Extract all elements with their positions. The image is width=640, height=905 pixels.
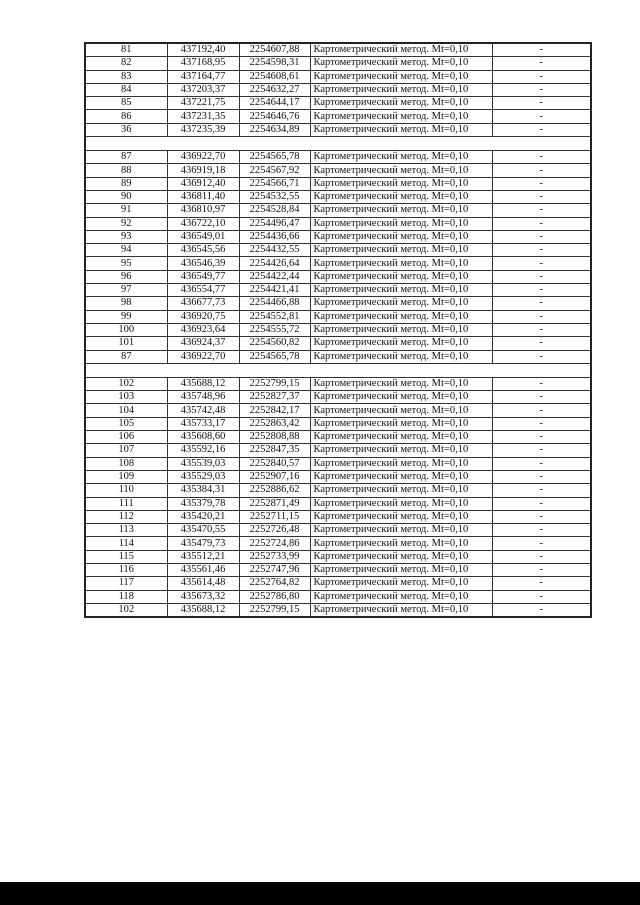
table-row: [85, 470, 591, 483]
accuracy-dash-cell: -: [492, 204, 591, 217]
y-coordinate-cell: 2252799,15: [239, 603, 310, 617]
point-number-cell: 88: [85, 164, 167, 177]
method-cell: Картометрический метод. Mt=0,10: [310, 444, 492, 457]
x-coordinate-cell: 435420,21: [167, 510, 239, 523]
point-number-cell: 110: [85, 484, 167, 497]
x-coordinate-cell: 435592,16: [167, 444, 239, 457]
x-coordinate-cell: 436554,77: [167, 284, 239, 297]
y-coordinate-cell: 2254634,89: [239, 123, 310, 136]
accuracy-dash-cell: -: [492, 417, 591, 430]
point-number-cell: 91: [85, 204, 167, 217]
accuracy-dash-cell: -: [492, 297, 591, 310]
point-number-cell: 104: [85, 404, 167, 417]
method-cell: Картометрический метод. Mt=0,10: [310, 270, 492, 283]
y-coordinate-cell: 2252840,57: [239, 457, 310, 470]
separator-cell: [85, 363, 591, 377]
table-row: [85, 43, 591, 57]
y-coordinate-cell: 2254552,81: [239, 310, 310, 323]
accuracy-dash-cell: -: [492, 164, 591, 177]
accuracy-dash-cell: -: [492, 577, 591, 590]
point-number-cell: 112: [85, 510, 167, 523]
accuracy-dash-cell: -: [492, 110, 591, 123]
accuracy-dash-cell: -: [492, 83, 591, 96]
method-cell: Картометрический метод. Mt=0,10: [310, 297, 492, 310]
method-cell: Картометрический метод. Mt=0,10: [310, 457, 492, 470]
method-cell: Картометрический метод. Mt=0,10: [310, 70, 492, 83]
y-coordinate-cell: 2254566,71: [239, 177, 310, 190]
point-number-cell: 97: [85, 284, 167, 297]
accuracy-dash-cell: -: [492, 603, 591, 617]
table-row: [85, 457, 591, 470]
method-cell: Картометрический метод. Mt=0,10: [310, 284, 492, 297]
table-row: [85, 190, 591, 203]
y-coordinate-cell: 2254598,31: [239, 57, 310, 70]
point-number-cell: 93: [85, 230, 167, 243]
table-row: [85, 550, 591, 563]
table-row: [85, 270, 591, 283]
x-coordinate-cell: 435688,12: [167, 603, 239, 617]
method-cell: Картометрический метод. Mt=0,10: [310, 563, 492, 576]
accuracy-dash-cell: -: [492, 510, 591, 523]
point-number-cell: 117: [85, 577, 167, 590]
table-row: [85, 350, 591, 363]
accuracy-dash-cell: -: [492, 177, 591, 190]
x-coordinate-cell: 435479,73: [167, 537, 239, 550]
method-cell: Картометрический метод. Mt=0,10: [310, 391, 492, 404]
accuracy-dash-cell: -: [492, 377, 591, 390]
table-row: [85, 204, 591, 217]
y-coordinate-cell: 2254608,61: [239, 70, 310, 83]
y-coordinate-cell: 2254532,55: [239, 190, 310, 203]
table-row: [85, 83, 591, 96]
point-number-cell: 101: [85, 337, 167, 350]
method-cell: Картометрический метод. Mt=0,10: [310, 123, 492, 136]
x-coordinate-cell: 437164,77: [167, 70, 239, 83]
accuracy-dash-cell: -: [492, 244, 591, 257]
point-number-cell: 81: [85, 43, 167, 57]
y-coordinate-cell: 2252871,49: [239, 497, 310, 510]
point-number-cell: 82: [85, 57, 167, 70]
table-row: [85, 297, 591, 310]
x-coordinate-cell: 435608,60: [167, 431, 239, 444]
scan-bottom-edge: [0, 882, 640, 905]
table-row: [85, 563, 591, 576]
table-row: [85, 524, 591, 537]
method-cell: Картометрический метод. Mt=0,10: [310, 151, 492, 164]
table-row: [85, 603, 591, 617]
y-coordinate-cell: 2252799,15: [239, 377, 310, 390]
point-number-cell: 95: [85, 257, 167, 270]
y-coordinate-cell: 2252786,80: [239, 590, 310, 603]
y-coordinate-cell: 2254560,82: [239, 337, 310, 350]
y-coordinate-cell: 2252747,96: [239, 563, 310, 576]
method-cell: Картометрический метод. Mt=0,10: [310, 97, 492, 110]
accuracy-dash-cell: -: [492, 57, 591, 70]
x-coordinate-cell: 437231,35: [167, 110, 239, 123]
method-cell: Картометрический метод. Mt=0,10: [310, 510, 492, 523]
table-row: [85, 431, 591, 444]
y-coordinate-cell: 2254421,41: [239, 284, 310, 297]
x-coordinate-cell: 435561,46: [167, 563, 239, 576]
x-coordinate-cell: 437168,95: [167, 57, 239, 70]
method-cell: Картометрический метод. Mt=0,10: [310, 164, 492, 177]
y-coordinate-cell: 2252863,42: [239, 417, 310, 430]
y-coordinate-cell: 2252886,62: [239, 484, 310, 497]
accuracy-dash-cell: -: [492, 230, 591, 243]
point-number-cell: 100: [85, 323, 167, 336]
accuracy-dash-cell: -: [492, 444, 591, 457]
accuracy-dash-cell: -: [492, 563, 591, 576]
table-row: [85, 151, 591, 164]
y-coordinate-cell: 2252907,16: [239, 470, 310, 483]
table-row: [85, 323, 591, 336]
point-number-cell: 105: [85, 417, 167, 430]
point-number-cell: 83: [85, 70, 167, 83]
point-number-cell: 103: [85, 391, 167, 404]
accuracy-dash-cell: -: [492, 590, 591, 603]
y-coordinate-cell: 2254565,78: [239, 151, 310, 164]
x-coordinate-cell: 435379,78: [167, 497, 239, 510]
table-row: [85, 404, 591, 417]
point-number-cell: 102: [85, 377, 167, 390]
y-coordinate-cell: 2254436,66: [239, 230, 310, 243]
y-coordinate-cell: 2252764,82: [239, 577, 310, 590]
table-row: [85, 577, 591, 590]
table-row: [85, 537, 591, 550]
accuracy-dash-cell: -: [492, 537, 591, 550]
y-coordinate-cell: 2254426,64: [239, 257, 310, 270]
y-coordinate-cell: 2254496,47: [239, 217, 310, 230]
y-coordinate-cell: 2252808,88: [239, 431, 310, 444]
method-cell: Картометрический метод. Mt=0,10: [310, 524, 492, 537]
table-row: [85, 417, 591, 430]
method-cell: Картометрический метод. Mt=0,10: [310, 337, 492, 350]
table-row: [85, 257, 591, 270]
table-row: [85, 310, 591, 323]
method-cell: Картометрический метод. Mt=0,10: [310, 217, 492, 230]
y-coordinate-cell: 2254567,92: [239, 164, 310, 177]
method-cell: Картометрический метод. Mt=0,10: [310, 550, 492, 563]
point-number-cell: 87: [85, 350, 167, 363]
accuracy-dash-cell: -: [492, 524, 591, 537]
y-coordinate-cell: 2254607,88: [239, 43, 310, 57]
table-row: [85, 510, 591, 523]
point-number-cell: 102: [85, 603, 167, 617]
table-row: [85, 97, 591, 110]
method-cell: Картометрический метод. Mt=0,10: [310, 43, 492, 57]
x-coordinate-cell: 437221,75: [167, 97, 239, 110]
y-coordinate-cell: 2252847,35: [239, 444, 310, 457]
table-row: [85, 444, 591, 457]
method-cell: Картометрический метод. Mt=0,10: [310, 590, 492, 603]
x-coordinate-cell: 436545,56: [167, 244, 239, 257]
accuracy-dash-cell: -: [492, 484, 591, 497]
y-coordinate-cell: 2252724,86: [239, 537, 310, 550]
separator-cell: [85, 137, 591, 151]
x-coordinate-cell: 436919,18: [167, 164, 239, 177]
table-row: [85, 164, 591, 177]
accuracy-dash-cell: -: [492, 323, 591, 336]
table-row: [85, 497, 591, 510]
x-coordinate-cell: 435733,17: [167, 417, 239, 430]
accuracy-dash-cell: -: [492, 391, 591, 404]
coordinates-table: [84, 42, 592, 618]
method-cell: Картометрический метод. Mt=0,10: [310, 110, 492, 123]
y-coordinate-cell: 2254555,72: [239, 323, 310, 336]
coordinates-table-body: [85, 43, 591, 617]
x-coordinate-cell: 435742,48: [167, 404, 239, 417]
method-cell: Картометрический метод. Mt=0,10: [310, 57, 492, 70]
x-coordinate-cell: 435470,55: [167, 524, 239, 537]
x-coordinate-cell: 437192,40: [167, 43, 239, 57]
accuracy-dash-cell: -: [492, 217, 591, 230]
table-row: [85, 484, 591, 497]
point-number-cell: 96: [85, 270, 167, 283]
x-coordinate-cell: 436722,10: [167, 217, 239, 230]
accuracy-dash-cell: -: [492, 284, 591, 297]
accuracy-dash-cell: -: [492, 350, 591, 363]
method-cell: Картометрический метод. Mt=0,10: [310, 603, 492, 617]
point-number-cell: 85: [85, 97, 167, 110]
point-number-cell: 99: [85, 310, 167, 323]
table-row: [85, 123, 591, 136]
x-coordinate-cell: 436924,37: [167, 337, 239, 350]
x-coordinate-cell: 436912,40: [167, 177, 239, 190]
method-cell: Картометрический метод. Mt=0,10: [310, 190, 492, 203]
y-coordinate-cell: 2252827,37: [239, 391, 310, 404]
table-row: [85, 110, 591, 123]
y-coordinate-cell: 2254466,88: [239, 297, 310, 310]
table-row: [85, 337, 591, 350]
point-number-cell: 36: [85, 123, 167, 136]
method-cell: Картометрический метод. Mt=0,10: [310, 470, 492, 483]
accuracy-dash-cell: -: [492, 43, 591, 57]
y-coordinate-cell: 2254646,76: [239, 110, 310, 123]
table-row: [85, 244, 591, 257]
accuracy-dash-cell: -: [492, 151, 591, 164]
x-coordinate-cell: 435529,03: [167, 470, 239, 483]
point-number-cell: 108: [85, 457, 167, 470]
method-cell: Картометрический метод. Mt=0,10: [310, 404, 492, 417]
point-number-cell: 86: [85, 110, 167, 123]
x-coordinate-cell: 436922,70: [167, 151, 239, 164]
method-cell: Картометрический метод. Mt=0,10: [310, 497, 492, 510]
method-cell: Картометрический метод. Mt=0,10: [310, 244, 492, 257]
table-row: [85, 284, 591, 297]
method-cell: Картометрический метод. Mt=0,10: [310, 204, 492, 217]
method-cell: Картометрический метод. Mt=0,10: [310, 577, 492, 590]
method-cell: Картометрический метод. Mt=0,10: [310, 484, 492, 497]
x-coordinate-cell: 436549,77: [167, 270, 239, 283]
x-coordinate-cell: 437235,39: [167, 123, 239, 136]
x-coordinate-cell: 435614,48: [167, 577, 239, 590]
point-number-cell: 116: [85, 563, 167, 576]
y-coordinate-cell: 2254632,27: [239, 83, 310, 96]
y-coordinate-cell: 2252711,15: [239, 510, 310, 523]
method-cell: Картометрический метод. Mt=0,10: [310, 177, 492, 190]
x-coordinate-cell: 437203,37: [167, 83, 239, 96]
x-coordinate-cell: 436546,39: [167, 257, 239, 270]
accuracy-dash-cell: -: [492, 123, 591, 136]
method-cell: Картометрический метод. Mt=0,10: [310, 377, 492, 390]
accuracy-dash-cell: -: [492, 270, 591, 283]
point-number-cell: 84: [85, 83, 167, 96]
y-coordinate-cell: 2252733,99: [239, 550, 310, 563]
x-coordinate-cell: 435384,31: [167, 484, 239, 497]
table-row: [85, 70, 591, 83]
point-number-cell: 90: [85, 190, 167, 203]
table-row: [85, 391, 591, 404]
point-number-cell: 111: [85, 497, 167, 510]
accuracy-dash-cell: -: [492, 70, 591, 83]
accuracy-dash-cell: -: [492, 457, 591, 470]
point-number-cell: 94: [85, 244, 167, 257]
x-coordinate-cell: 435748,96: [167, 391, 239, 404]
table-row: [85, 177, 591, 190]
point-number-cell: 114: [85, 537, 167, 550]
accuracy-dash-cell: -: [492, 497, 591, 510]
table-row: [85, 217, 591, 230]
method-cell: Картометрический метод. Mt=0,10: [310, 230, 492, 243]
x-coordinate-cell: 435673,32: [167, 590, 239, 603]
x-coordinate-cell: 436923,64: [167, 323, 239, 336]
table-row: [85, 230, 591, 243]
accuracy-dash-cell: -: [492, 190, 591, 203]
point-number-cell: 115: [85, 550, 167, 563]
point-number-cell: 92: [85, 217, 167, 230]
x-coordinate-cell: 435539,03: [167, 457, 239, 470]
x-coordinate-cell: 436922,70: [167, 350, 239, 363]
method-cell: Картометрический метод. Mt=0,10: [310, 323, 492, 336]
y-coordinate-cell: 2254432,55: [239, 244, 310, 257]
accuracy-dash-cell: -: [492, 470, 591, 483]
accuracy-dash-cell: -: [492, 431, 591, 444]
x-coordinate-cell: 436549,01: [167, 230, 239, 243]
point-number-cell: 109: [85, 470, 167, 483]
y-coordinate-cell: 2254644,17: [239, 97, 310, 110]
section-separator-row: [85, 363, 591, 377]
point-number-cell: 113: [85, 524, 167, 537]
y-coordinate-cell: 2254422,44: [239, 270, 310, 283]
accuracy-dash-cell: -: [492, 550, 591, 563]
method-cell: Картометрический метод. Mt=0,10: [310, 310, 492, 323]
method-cell: Картометрический метод. Mt=0,10: [310, 431, 492, 444]
point-number-cell: 89: [85, 177, 167, 190]
table-row: [85, 57, 591, 70]
accuracy-dash-cell: -: [492, 337, 591, 350]
table-row: [85, 590, 591, 603]
point-number-cell: 107: [85, 444, 167, 457]
method-cell: Картометрический метод. Mt=0,10: [310, 417, 492, 430]
accuracy-dash-cell: -: [492, 404, 591, 417]
table-row: [85, 377, 591, 390]
method-cell: Картометрический метод. Mt=0,10: [310, 83, 492, 96]
point-number-cell: 87: [85, 151, 167, 164]
point-number-cell: 106: [85, 431, 167, 444]
y-coordinate-cell: 2252726,48: [239, 524, 310, 537]
x-coordinate-cell: 436810,97: [167, 204, 239, 217]
accuracy-dash-cell: -: [492, 257, 591, 270]
method-cell: Картометрический метод. Mt=0,10: [310, 537, 492, 550]
x-coordinate-cell: 436811,40: [167, 190, 239, 203]
y-coordinate-cell: 2254528,84: [239, 204, 310, 217]
x-coordinate-cell: 435512,21: [167, 550, 239, 563]
accuracy-dash-cell: -: [492, 310, 591, 323]
x-coordinate-cell: 435688,12: [167, 377, 239, 390]
x-coordinate-cell: 436677,73: [167, 297, 239, 310]
method-cell: Картометрический метод. Mt=0,10: [310, 350, 492, 363]
section-separator-row: [85, 137, 591, 151]
method-cell: Картометрический метод. Mt=0,10: [310, 257, 492, 270]
x-coordinate-cell: 436920,75: [167, 310, 239, 323]
accuracy-dash-cell: -: [492, 97, 591, 110]
y-coordinate-cell: 2252842,17: [239, 404, 310, 417]
y-coordinate-cell: 2254565,78: [239, 350, 310, 363]
point-number-cell: 98: [85, 297, 167, 310]
point-number-cell: 118: [85, 590, 167, 603]
